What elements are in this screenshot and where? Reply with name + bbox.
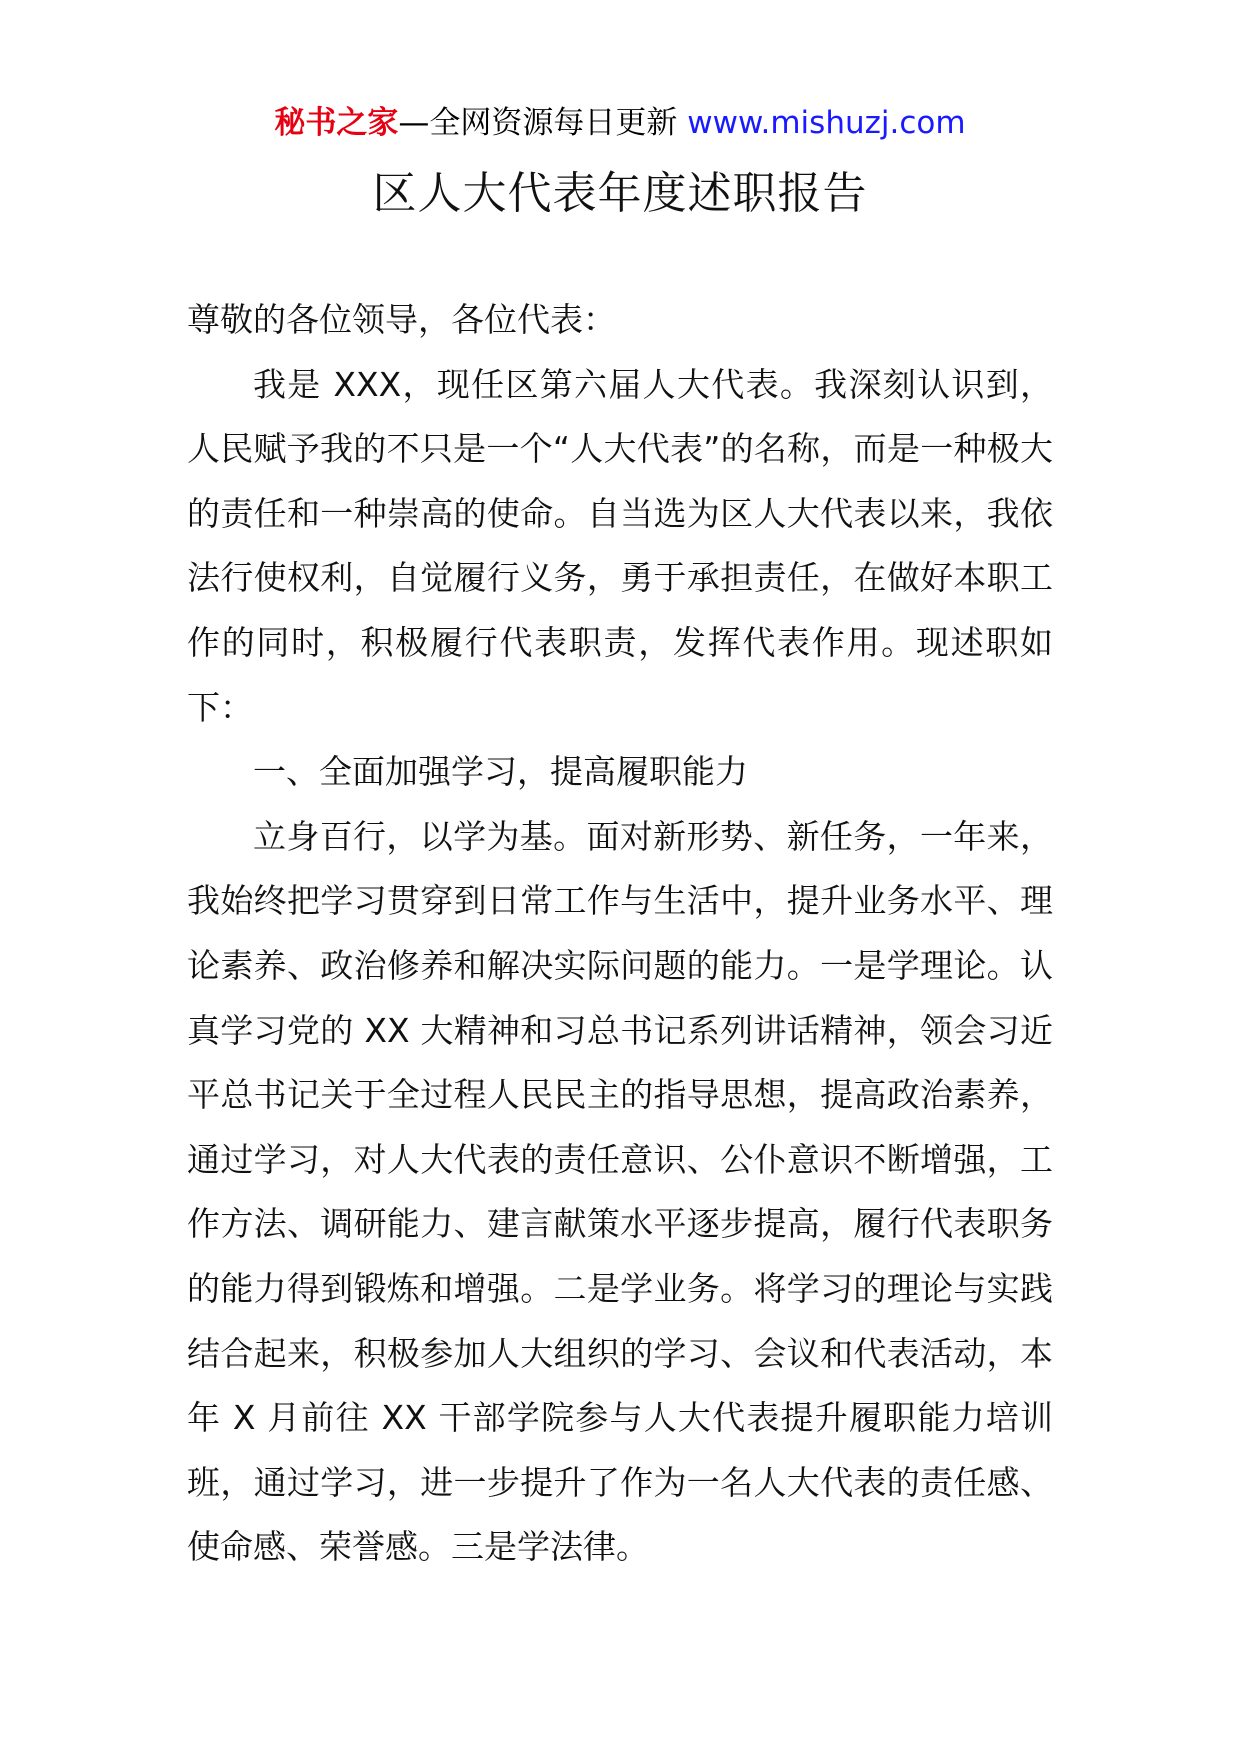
intro-paragraph: 我是 XXX，现任区第六届人大代表。我深刻认识到，人民赋予我的不只是一个“人大代表”的名称，而是一种极大的责任和一种崇高的使命。自当选为区人大代表以来，我依法行使权利，自觉履行义务，勇于承担责任，在做好本职工作的同时，积极履行代表职责，发挥代表作用。现述职如下： xyxy=(187,364,1053,727)
section-1-paragraph: 立身百行，以学为基。面对新形势、新任务，一年来，我始终把学习贯穿到日常工作与生活中，提升业务水平、理论素养、政治修养和解决实际问题的能力。一是学理论。认真学习党的 XX 大精神和习总书记系列讲话精神，领会习近平总书记关于全过程人民民主的指导思想，提高政治素养，通过学习，对人大代表的责任意识、公仆意识不断增强，工作方法、调研能力、建言献策水平逐步提高，履行代表职务的能力得到锻炼和增强。二是学业务。将学习的理论与实践结合起来，积极参加人大组织的学习、会议和代表活动，本年 X 月前往 XX 干部学院参与人大代表提升履职能力培训班，通过学习，进一步提升了作为一名人大代表的责任感、使命感、荣誉感。三是学法律。 xyxy=(187,816,1053,1567)
site-watermark-header xyxy=(0,100,1240,146)
salutation: 尊敬的各位领导，各位代表： xyxy=(187,300,616,339)
brand-tagline: —全网资源每日更新 xyxy=(398,105,678,141)
site-url-link[interactable]: www.mishuzj.com xyxy=(687,105,966,141)
brand-name: 秘书之家 xyxy=(274,105,399,141)
document-body xyxy=(187,288,1053,1580)
document-title: 区人大代表年度述职报告 xyxy=(372,168,868,219)
section-heading-1: 一、全面加强学习，提高履职能力 xyxy=(253,752,748,792)
